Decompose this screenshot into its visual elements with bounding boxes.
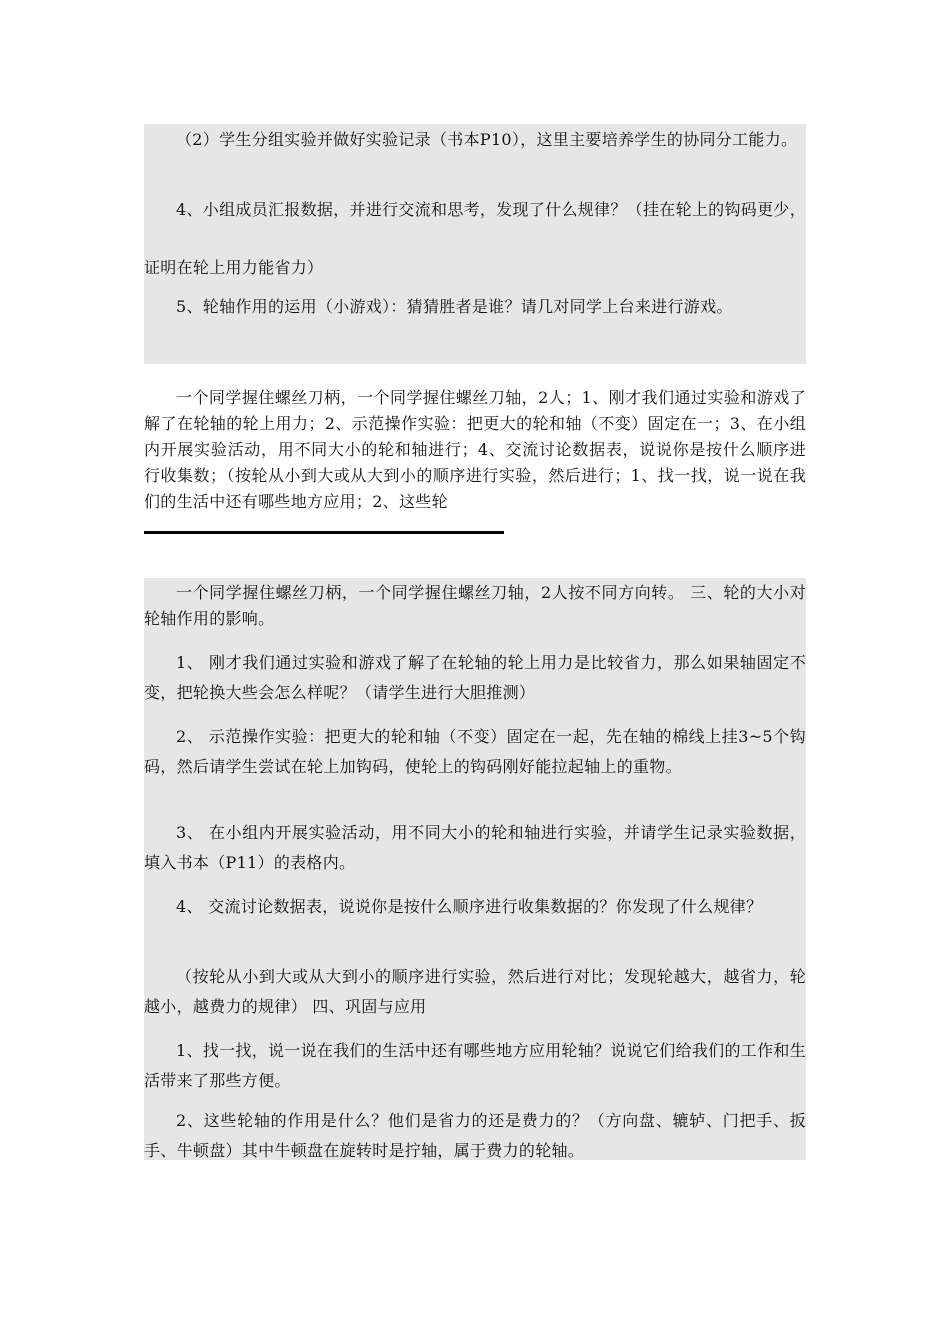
paragraph-step-3: 3、 在小组内开展实验活动，用不同大小的轮和轴进行实验，并请学生记录实验数据，填入书本（P11）的表格内。 bbox=[144, 823, 806, 872]
paragraph-conclusion: （按轮从小到大或从大到小的顺序进行实验，然后进行对比；发现轮越大，越省力，轮越小，越费力的规律） 四、巩固与应用 bbox=[144, 967, 806, 1016]
paragraph-report-data: 4、小组成员汇报数据，并进行交流和思考，发现了什么规律？（挂在轮上的钩码更少，证明在轮上用力能省力） bbox=[144, 200, 806, 277]
paragraph-application-1: 1、找一找，说一说在我们的生活中还有哪些地方应用轮轴？说说它们给我们的工作和生活带来了那些方便。 bbox=[144, 1041, 806, 1090]
paragraph-step-2: 2、 示范操作实验：把更大的轮和轴（不变）固定在一起，先在轴的棉线上挂3~5个钩码，然后请学生尝试在轮上加钩码，使轮上的钩码刚好能拉起轴上的重物。 bbox=[144, 727, 806, 776]
paragraph-screwdriver-game: 一个同学握住螺丝刀柄，一个同学握住螺丝刀轴，2人按不同方向转。 三、轮的大小对轮轴作用的影响。 bbox=[144, 583, 806, 628]
summary-excerpt: 一个同学握住螺丝刀柄，一个同学握住螺丝刀轴，2人；1、刚才我们通过实验和游戏了解了在轮轴的轮上用力；2、示范操作实验：把更大的轮和轴（不变）固定在一；3、在小组内开展实验活动，用不同大小的轮和轴进行；4、交流讨论数据表，说说你是按什么顺序进行收集数；（按轮从小到大或从大到小的顺序进行实验，然后进行；1、找一找，说一说在我们的生活中还有哪些地方应用；2、这些轮 bbox=[144, 388, 806, 511]
separator-line bbox=[144, 531, 504, 534]
paragraph-group-experiment: （2）学生分组实验并做好实验记录（书本P10），这里主要培养学生的协同分工能力。 bbox=[176, 130, 798, 149]
paragraph-game: 5、轮轴作用的运用（小游戏）：猜猜胜者是谁？请几对同学上台来进行游戏。 bbox=[176, 297, 733, 316]
paragraph-step-1: 1、 刚才我们通过实验和游戏了解了在轮轴的轮上用力是比较省力，那么如果轴固定不变，把轮换大些会怎么样呢？（请学生进行大胆推测） bbox=[144, 653, 806, 702]
paragraph-step-4: 4、 交流讨论数据表，说说你是按什么顺序进行收集数据的？你发现了什么规律？ bbox=[176, 897, 763, 916]
paragraph-application-2: 2、这些轮轴的作用是什么？他们是省力的还是费力的？（方向盘、辘轳、门把手、扳手、牛顿盘）其中牛顿盘在旋转时是拧轴，属于费力的轮轴。 bbox=[144, 1111, 806, 1160]
